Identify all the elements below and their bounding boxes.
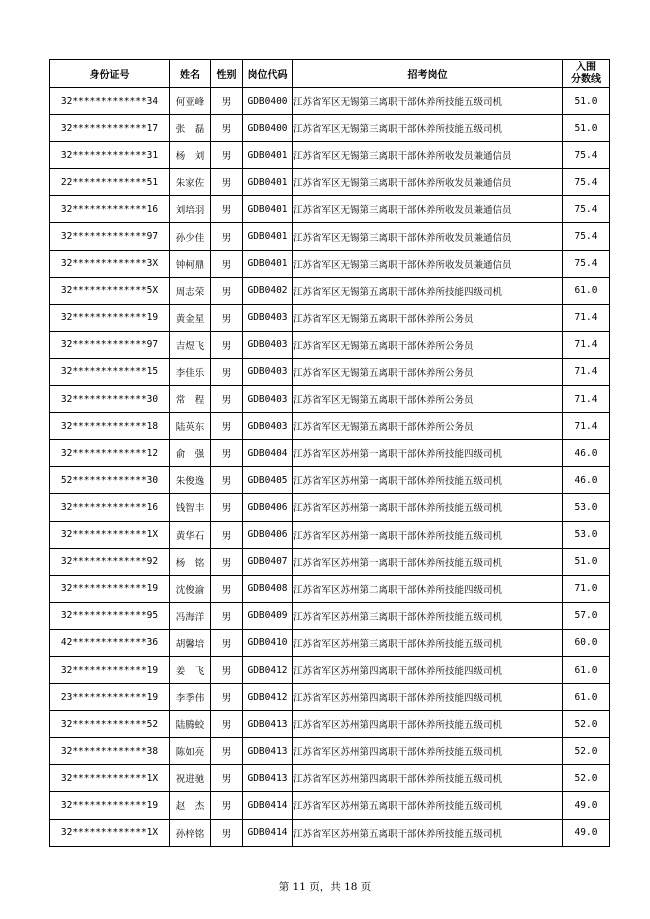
cell-code: GDB0413: [243, 711, 293, 738]
cell-score: 75.4: [563, 196, 610, 223]
table-row: [50, 765, 610, 792]
cell-sex: 男: [211, 819, 243, 846]
cell-position: 江苏省军区苏州第三离职干部休养所技能五级司机: [293, 629, 563, 656]
header-code: 岗位代码: [243, 60, 293, 88]
cell-name: 陆英东: [170, 413, 211, 440]
cell-sex: 男: [211, 386, 243, 413]
table-row: [50, 467, 610, 494]
cell-position: 江苏省军区无锡第三离职干部休养所收发员兼通信员: [293, 196, 563, 223]
cell-sex: 男: [211, 331, 243, 358]
cell-name: 陆腾蛟: [170, 711, 211, 738]
cell-position: 江苏省军区无锡第五离职干部休养所公务员: [293, 386, 563, 413]
table-row: [50, 304, 610, 331]
cell-name: 吉煜飞: [170, 331, 211, 358]
cell-name: 钟柯鼎: [170, 250, 211, 277]
table-row: [50, 656, 610, 683]
cell-id: 32*************31: [50, 142, 170, 169]
cell-position: 江苏省军区苏州第一离职干部休养所技能五级司机: [293, 494, 563, 521]
cell-sex: 男: [211, 711, 243, 738]
cell-id: 32*************1X: [50, 765, 170, 792]
cell-sex: 男: [211, 142, 243, 169]
cell-position: 江苏省军区无锡第五离职干部休养所技能四级司机: [293, 277, 563, 304]
table-row: [50, 386, 610, 413]
table-row: [50, 88, 610, 115]
table-row: [50, 331, 610, 358]
cell-position: 江苏省军区苏州第五离职干部休养所技能五级司机: [293, 819, 563, 846]
cell-sex: 男: [211, 656, 243, 683]
cell-sex: 男: [211, 684, 243, 711]
cell-sex: 男: [211, 494, 243, 521]
cell-id: 32*************18: [50, 413, 170, 440]
cell-score: 71.0: [563, 575, 610, 602]
cell-id: 22*************51: [50, 169, 170, 196]
cell-name: 刘培羽: [170, 196, 211, 223]
cell-code: GDB0402: [243, 277, 293, 304]
cell-position: 江苏省军区无锡第五离职干部休养所公务员: [293, 304, 563, 331]
cell-position: 江苏省军区苏州第五离职干部休养所技能五级司机: [293, 792, 563, 819]
cell-position: 江苏省军区无锡第五离职干部休养所公务员: [293, 331, 563, 358]
page-footer: 第 11 页，共 18 页: [278, 881, 372, 893]
cell-score: 52.0: [563, 711, 610, 738]
cell-position: 江苏省军区无锡第五离职干部休养所公务员: [293, 413, 563, 440]
header-score-line2: 分数线: [571, 73, 601, 85]
cell-id: 32*************17: [50, 115, 170, 142]
cell-name: 冯海洋: [170, 602, 211, 629]
cell-name: 李季伟: [170, 684, 211, 711]
cell-id: 32*************15: [50, 358, 170, 385]
cell-score: 51.0: [563, 548, 610, 575]
table-row: [50, 196, 610, 223]
cell-id: 32*************97: [50, 331, 170, 358]
table-row: [50, 440, 610, 467]
cell-sex: 男: [211, 196, 243, 223]
table-row: [50, 575, 610, 602]
cell-name: 孙少佳: [170, 223, 211, 250]
cell-id: 32*************1X: [50, 819, 170, 846]
table-row: [50, 521, 610, 548]
cell-id: 32*************19: [50, 304, 170, 331]
cell-id: 32*************92: [50, 548, 170, 575]
cell-position: 江苏省军区苏州第四离职干部休养所技能五级司机: [293, 711, 563, 738]
cell-score: 61.0: [563, 656, 610, 683]
cell-name: 朱俊逸: [170, 467, 211, 494]
cell-code: GDB0403: [243, 386, 293, 413]
cell-code: GDB0401: [243, 223, 293, 250]
cell-code: GDB0401: [243, 169, 293, 196]
cell-id: 32*************30: [50, 386, 170, 413]
cell-code: GDB0401: [243, 142, 293, 169]
cell-id: 23*************19: [50, 684, 170, 711]
cell-name: 姜 飞: [170, 656, 211, 683]
cell-position: 江苏省军区苏州第二离职干部休养所技能四级司机: [293, 575, 563, 602]
cell-sex: 男: [211, 765, 243, 792]
cell-id: 32*************16: [50, 196, 170, 223]
table-row: [50, 684, 610, 711]
candidate-table: [49, 59, 610, 847]
cell-code: GDB0403: [243, 358, 293, 385]
cell-sex: 男: [211, 629, 243, 656]
header-sex: 性别: [211, 60, 243, 88]
cell-position: 江苏省军区无锡第三离职干部休养所技能五级司机: [293, 88, 563, 115]
cell-id: 32*************34: [50, 88, 170, 115]
cell-name: 杨 铭: [170, 548, 211, 575]
cell-position: 江苏省军区无锡第三离职干部休养所收发员兼通信员: [293, 223, 563, 250]
cell-name: 黄金星: [170, 304, 211, 331]
cell-sex: 男: [211, 602, 243, 629]
cell-code: GDB0405: [243, 467, 293, 494]
table-row: [50, 142, 610, 169]
cell-score: 75.4: [563, 169, 610, 196]
cell-score: 57.0: [563, 602, 610, 629]
cell-score: 49.0: [563, 819, 610, 846]
cell-sex: 男: [211, 738, 243, 765]
cell-sex: 男: [211, 521, 243, 548]
cell-id: 42*************36: [50, 629, 170, 656]
header-name: 姓名: [170, 60, 211, 88]
table-header-row: [50, 60, 610, 88]
cell-position: 江苏省军区无锡第三离职干部休养所收发员兼通信员: [293, 169, 563, 196]
header-id: 身份证号: [50, 60, 170, 88]
table-row: [50, 413, 610, 440]
header-position: 招考岗位: [293, 60, 563, 88]
cell-code: GDB0413: [243, 765, 293, 792]
cell-code: GDB0407: [243, 548, 293, 575]
cell-code: GDB0406: [243, 494, 293, 521]
cell-position: 江苏省军区苏州第四离职干部休养所技能四级司机: [293, 684, 563, 711]
cell-sex: 男: [211, 792, 243, 819]
cell-score: 51.0: [563, 88, 610, 115]
cell-sex: 男: [211, 548, 243, 575]
cell-score: 75.4: [563, 223, 610, 250]
cell-score: 60.0: [563, 629, 610, 656]
cell-position: 江苏省军区无锡第五离职干部休养所公务员: [293, 358, 563, 385]
cell-name: 俞 强: [170, 440, 211, 467]
cell-id: 52*************30: [50, 467, 170, 494]
cell-position: 江苏省军区苏州第四离职干部休养所技能五级司机: [293, 765, 563, 792]
cell-code: GDB0406: [243, 521, 293, 548]
cell-score: 71.4: [563, 304, 610, 331]
cell-code: GDB0408: [243, 575, 293, 602]
cell-score: 49.0: [563, 792, 610, 819]
cell-code: GDB0400: [243, 88, 293, 115]
table-row: [50, 711, 610, 738]
cell-score: 46.0: [563, 467, 610, 494]
cell-code: GDB0413: [243, 738, 293, 765]
cell-position: 江苏省军区无锡第三离职干部休养所技能五级司机: [293, 115, 563, 142]
cell-sex: 男: [211, 223, 243, 250]
cell-name: 孙梓铭: [170, 819, 211, 846]
cell-score: 71.4: [563, 331, 610, 358]
cell-code: GDB0403: [243, 331, 293, 358]
cell-code: GDB0414: [243, 792, 293, 819]
cell-name: 常 程: [170, 386, 211, 413]
cell-sex: 男: [211, 358, 243, 385]
table-row: [50, 169, 610, 196]
cell-id: 32*************1X: [50, 521, 170, 548]
cell-position: 江苏省军区苏州第一离职干部休养所技能五级司机: [293, 548, 563, 575]
cell-sex: 男: [211, 413, 243, 440]
table-body: [50, 88, 610, 847]
cell-code: GDB0412: [243, 684, 293, 711]
table-row: [50, 629, 610, 656]
cell-score: 51.0: [563, 115, 610, 142]
cell-id: 32*************3X: [50, 250, 170, 277]
cell-sex: 男: [211, 575, 243, 602]
cell-code: GDB0403: [243, 304, 293, 331]
table-row: [50, 792, 610, 819]
cell-position: 江苏省军区苏州第四离职干部休养所技能五级司机: [293, 738, 563, 765]
cell-sex: 男: [211, 250, 243, 277]
cell-name: 祝进驰: [170, 765, 211, 792]
cell-code: GDB0414: [243, 819, 293, 846]
cell-name: 陈如亮: [170, 738, 211, 765]
table-row: [50, 223, 610, 250]
cell-code: GDB0412: [243, 656, 293, 683]
table-row: [50, 358, 610, 385]
cell-score: 71.4: [563, 413, 610, 440]
cell-score: 61.0: [563, 684, 610, 711]
cell-score: 71.4: [563, 358, 610, 385]
cell-id: 32*************12: [50, 440, 170, 467]
cell-code: GDB0409: [243, 602, 293, 629]
cell-sex: 男: [211, 169, 243, 196]
cell-name: 李佳乐: [170, 358, 211, 385]
cell-id: 32*************16: [50, 494, 170, 521]
cell-position: 江苏省军区无锡第三离职干部休养所收发员兼通信员: [293, 142, 563, 169]
cell-position: 江苏省军区无锡第三离职干部休养所收发员兼通信员: [293, 250, 563, 277]
cell-name: 黄华石: [170, 521, 211, 548]
cell-id: 32*************5X: [50, 277, 170, 304]
table-row: [50, 250, 610, 277]
cell-score: 75.4: [563, 250, 610, 277]
cell-code: GDB0403: [243, 413, 293, 440]
cell-name: 赵 杰: [170, 792, 211, 819]
cell-id: 32*************19: [50, 656, 170, 683]
cell-id: 32*************97: [50, 223, 170, 250]
table-row: [50, 548, 610, 575]
cell-id: 32*************19: [50, 575, 170, 602]
cell-sex: 男: [211, 304, 243, 331]
cell-position: 江苏省军区苏州第四离职干部休养所技能四级司机: [293, 656, 563, 683]
cell-id: 32*************52: [50, 711, 170, 738]
table-row: [50, 819, 610, 846]
cell-score: 53.0: [563, 494, 610, 521]
cell-name: 周志荣: [170, 277, 211, 304]
header-score: [563, 60, 610, 88]
cell-name: 胡馨培: [170, 629, 211, 656]
cell-score: 61.0: [563, 277, 610, 304]
table-row: [50, 277, 610, 304]
header-score-line1: 入围: [576, 61, 596, 73]
cell-name: 杨 刘: [170, 142, 211, 169]
cell-score: 75.4: [563, 142, 610, 169]
cell-id: 32*************19: [50, 792, 170, 819]
cell-code: GDB0400: [243, 115, 293, 142]
table-row: [50, 602, 610, 629]
cell-score: 52.0: [563, 765, 610, 792]
cell-name: 钱智丰: [170, 494, 211, 521]
cell-code: GDB0401: [243, 250, 293, 277]
cell-position: 江苏省军区苏州第三离职干部休养所技能五级司机: [293, 602, 563, 629]
cell-id: 32*************38: [50, 738, 170, 765]
cell-name: 沈俊渝: [170, 575, 211, 602]
cell-position: 江苏省军区苏州第一离职干部休养所技能五级司机: [293, 467, 563, 494]
cell-sex: 男: [211, 277, 243, 304]
cell-position: 江苏省军区苏州第一离职干部休养所技能五级司机: [293, 521, 563, 548]
cell-score: 71.4: [563, 386, 610, 413]
cell-name: 张 磊: [170, 115, 211, 142]
cell-name: 朱家佐: [170, 169, 211, 196]
cell-name: 何亚峰: [170, 88, 211, 115]
cell-sex: 男: [211, 115, 243, 142]
table-row: [50, 738, 610, 765]
cell-score: 53.0: [563, 521, 610, 548]
cell-sex: 男: [211, 88, 243, 115]
cell-id: 32*************95: [50, 602, 170, 629]
cell-code: GDB0410: [243, 629, 293, 656]
cell-sex: 男: [211, 467, 243, 494]
cell-code: GDB0401: [243, 196, 293, 223]
table-row: [50, 115, 610, 142]
table-row: [50, 494, 610, 521]
cell-position: 江苏省军区苏州第一离职干部休养所技能四级司机: [293, 440, 563, 467]
cell-score: 52.0: [563, 738, 610, 765]
cell-code: GDB0404: [243, 440, 293, 467]
cell-score: 46.0: [563, 440, 610, 467]
cell-sex: 男: [211, 440, 243, 467]
